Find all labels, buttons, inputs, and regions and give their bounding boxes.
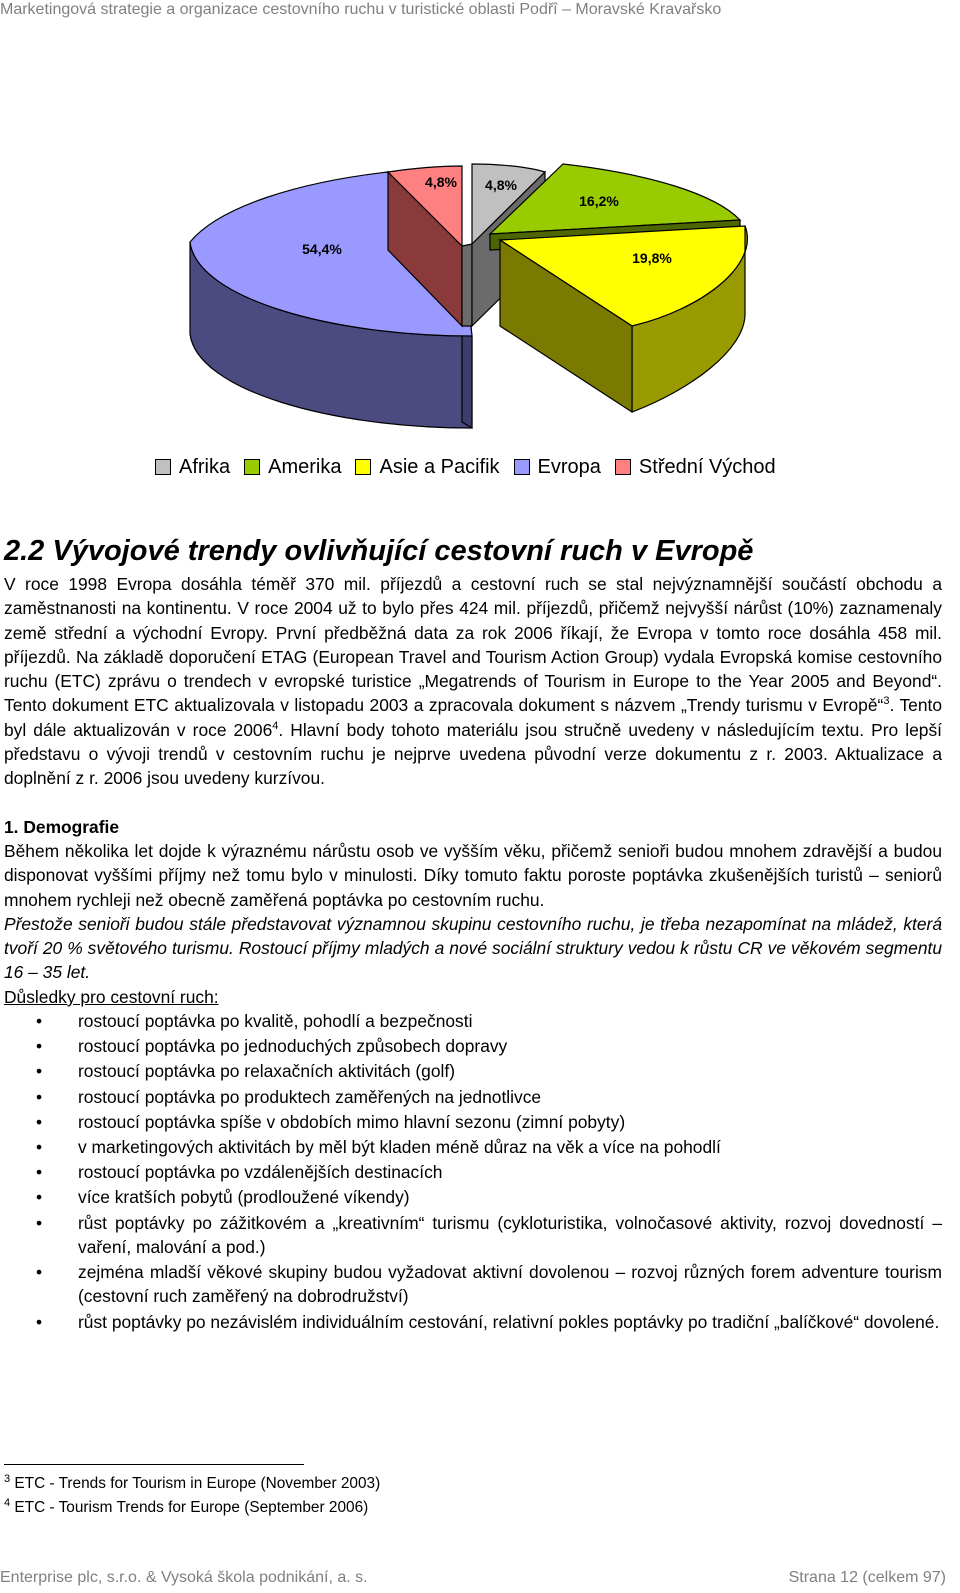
data-label-afrika: 4,8% bbox=[485, 177, 517, 193]
legend-swatch bbox=[155, 459, 171, 475]
chart-legend bbox=[155, 453, 790, 481]
demography-paragraph: Během několika let dojde k výraznému nárůstu osob ve vyšším věku, přičemž senioři budou mnohem zdravější a budou disponovat vyššími příjmy než tomu bylo v minulosti. Díky tomuto faktu poroste poptávka zkušenějších turistů – seniorů mnohem rychleji než obecně zaměřená poptávka po cestovním ruchu. bbox=[4, 840, 942, 910]
list-item: • rostoucí poptávka po produktech zaměřených na jednotlivce bbox=[4, 1085, 942, 1109]
footnotes bbox=[4, 1472, 380, 1520]
legend-label: Amerika bbox=[268, 455, 342, 478]
list-item: • růst poptávky po zážitkovém a „kreativním“ turismu (cykloturistika, volnočasové aktivity, rozvoj dovedností – vaření, malování a pod.) bbox=[4, 1211, 942, 1260]
subsection-heading: 1. Demografie bbox=[4, 816, 120, 837]
list-item: • růst poptávky po nezávislém individuálním cestování, relativní pokles poptávky po tradiční „balíčkové“ dovolené. bbox=[4, 1310, 942, 1334]
legend-label: Afrika bbox=[179, 455, 231, 478]
footnote-separator bbox=[4, 1464, 304, 1465]
legend-item-asie-pacifik bbox=[355, 456, 499, 479]
data-label-evropa: 54,4% bbox=[302, 241, 342, 257]
page-footer bbox=[0, 1569, 946, 1587]
pie-slice-asie-pacifik bbox=[500, 226, 747, 412]
footnote-text: ETC - Tourism Trends for Europe (September 2006) bbox=[14, 1499, 369, 1516]
legend-item-evropa bbox=[514, 456, 601, 479]
list-item: • v marketingových aktivitách by měl být kladen méně důraz na věk a více na pohodlí bbox=[4, 1135, 942, 1159]
footnote-3 bbox=[4, 1472, 380, 1496]
text-run: . Hlavní body tohoto materiálu jsou stručně uvedeny v následujícím textu. Pro lepší představu o vývoji trendů v cestovním ruchu je nejprve uvedena původní verze dokumentu z r. 2003. Aktualizace a doplnění z r. 2006 jsou uvedeny kurzívou. bbox=[4, 719, 942, 789]
footnote-number: 4 bbox=[4, 1496, 11, 1509]
data-label-amerika: 16,2% bbox=[579, 193, 619, 209]
list-item: • rostoucí poptávka spíše v obdobích mimo hlavní sezonu (zimní pobyty) bbox=[4, 1110, 942, 1134]
list-item: • rostoucí poptávka po kvalitě, pohodlí a bezpečnosti bbox=[4, 1009, 942, 1033]
italic-update-paragraph: Přestože senioři budou stále představovat významnou skupinu cestovního ruchu, je třeba nezapomínat na mládež, která tvoří 20 % světového turismu. Rostoucí příjmy mladých a nové sociální struktury vedou k růstu CR ve věkovém segmentu 16 – 35 let. bbox=[4, 913, 942, 983]
running-header: Marketingová strategie a organizace cestovního ruchu v turistické oblasti Podřî – Moravské Kravařsko bbox=[0, 1, 722, 18]
legend-item-amerika bbox=[244, 456, 341, 479]
legend-swatch bbox=[244, 459, 260, 475]
footnote-text: ETC - Trends for Tourism in Europe (November 2003) bbox=[14, 1475, 381, 1492]
data-label-asie-pacifik: 19,8% bbox=[632, 250, 672, 266]
text-run: V roce 1998 Evropa dosáhla téměř 370 mil. příjezdů a cestovní ruch se stal nejvýznamnější součástí obchodu a zaměstnanosti na kontinentu. V roce 2004 už to bylo přes 424 mil. příjezdů, přičemž nejvyšší nárůst (10%) zaznamenaly země střední a východní Evropy. První předběžná data za rok 2006 říkají, že Evropa v tomto roce dosáhla 458 mil. příjezdů. Na základě doporučení ETAG (European Travel and Tourism Action Group) vydala Evropská komise cestovního ruchu (ETC) zprávu o trendech v evropské turistice „Megatrends of Tourism in Europe to the Year 2005 and Beyond“. Tento dokument ETC aktualizovala v listopadu 2003 a zpracovala dokument s názvem „Trendy turismu v Evropě“ bbox=[4, 574, 942, 716]
main-content bbox=[4, 534, 942, 1335]
footer-page-number: Strana 12 (celkem 97) bbox=[788, 1569, 946, 1586]
legend-swatch bbox=[355, 459, 371, 475]
footnote-ref[interactable]: 3 bbox=[883, 695, 890, 708]
legend-item-afrika bbox=[155, 456, 230, 479]
legend-item-stredni-vychod bbox=[615, 456, 776, 479]
legend-label: Evropa bbox=[537, 455, 601, 478]
legend-label: Asie a Pacifik bbox=[379, 455, 500, 478]
list-item: • zejména mladší věkové skupiny budou vyžadovat aktivní dovolenou – rozvoj různých forem adventure tourism (cestovní ruch zaměřený na dobrodružství) bbox=[4, 1260, 942, 1309]
footnote-number: 3 bbox=[4, 1472, 11, 1485]
data-label-stredni-vychod: 4,8% bbox=[425, 174, 457, 190]
footnote-4 bbox=[4, 1496, 380, 1520]
intro-paragraph bbox=[4, 572, 942, 791]
footnote-ref[interactable]: 4 bbox=[272, 719, 279, 732]
list-item: • rostoucí poptávka po vzdálenějších destinacích bbox=[4, 1160, 942, 1184]
list-item: • rostoucí poptávka po relaxačních aktivitách (golf) bbox=[4, 1059, 942, 1083]
legend-label: Střední Východ bbox=[638, 455, 776, 478]
legend-swatch bbox=[615, 459, 631, 475]
footer-publisher: Enterprise plc, s.r.o. & Vysoká škola podnikání, a. s. bbox=[0, 1569, 368, 1586]
section-heading: 2.2 Vývojové trendy ovlivňující cestovní ruch v Evropě bbox=[4, 535, 754, 567]
list-item: • rostoucí poptávka po jednoduchých způsobech dopravy bbox=[4, 1034, 942, 1058]
legend-swatch bbox=[514, 459, 530, 475]
consequences-label: Důsledky pro cestovní ruch: bbox=[4, 986, 219, 1007]
consequences-list bbox=[4, 1009, 942, 1334]
list-item: • více kratších pobytů (prodloužené víkendy) bbox=[4, 1185, 942, 1209]
text-run: . Tento byl dále aktualizován v roce 2006 bbox=[4, 695, 943, 740]
